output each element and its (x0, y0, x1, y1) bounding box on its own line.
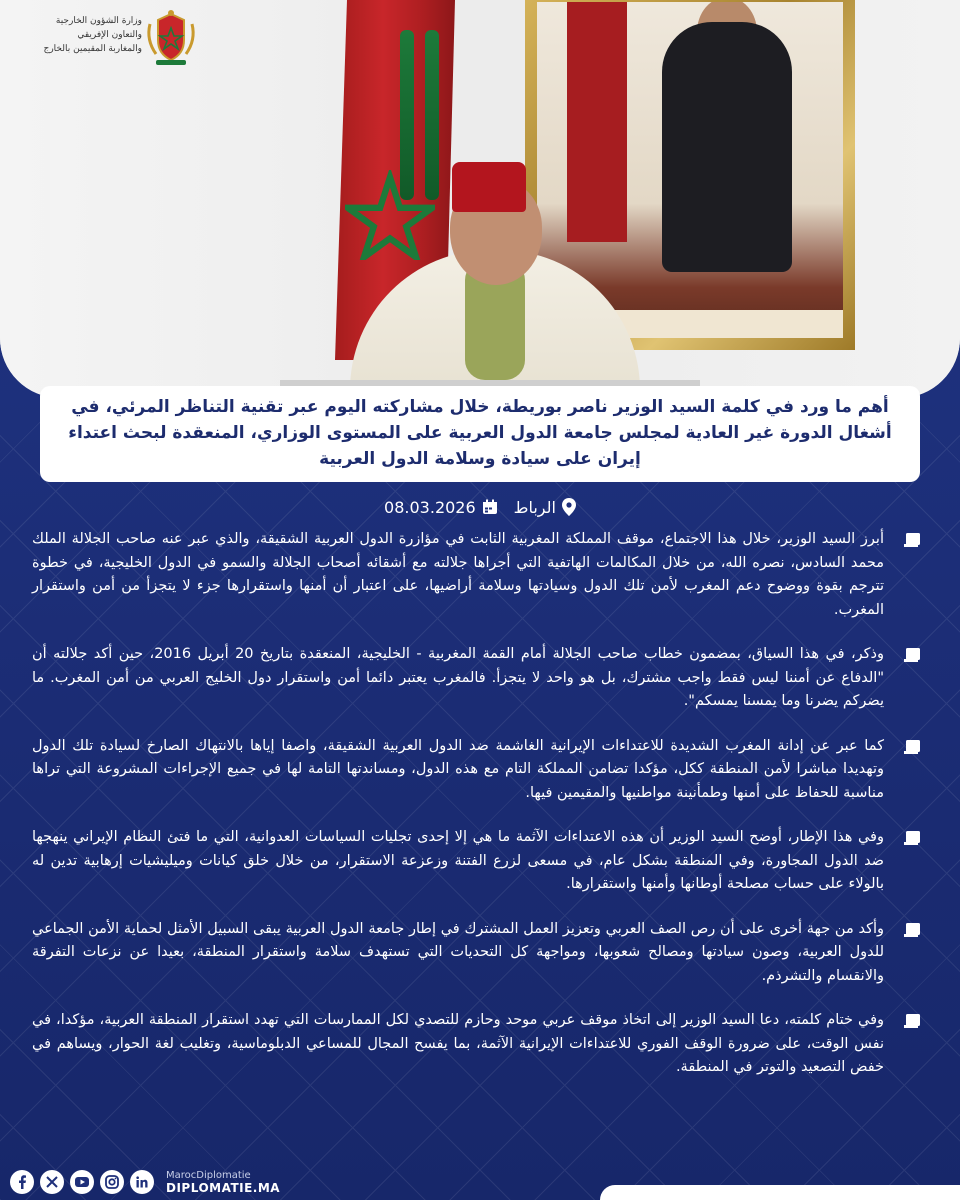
flag-tassel (425, 30, 439, 200)
square-bullet-icon (904, 647, 922, 663)
calendar-icon (482, 499, 498, 515)
ministry-name (14, 14, 142, 56)
page-title: أهم ما ورد في كلمة السيد الوزير ناصر بوريطة، خلال مشاركته اليوم عبر تقنية التناظر المرئي، في أشغال الدورة غير العادية لمجلس جامعة الدول العربية على المستوى الوزاري، المنعقدة لبحث اعتداء إيران على سيادة وسلامة الدول العربية (68, 397, 892, 469)
flag-star-icon (345, 170, 435, 260)
footer (10, 1166, 570, 1198)
paragraph-text: أبرز السيد الوزير، خلال هذا الاجتماع، موقف المملكة المغربية الثابت في مؤازرة الدول العربية الشقيقة، والذي عبر عنه صاحب الجلالة الملك محمد السادس، نصره الله، من خلال المكالمات الهاتفية التي أجراها جلالته مع أشقائه أصحاب الجلالة والسمو في الدول الخليجية، في خطوة تترجم بقوة ووضوح دعم المغرب لأمن تلك الدول وسيادتها وسلامة أراضيها، على اعتبار أن أمنها واستقرارها جزء لا يتجزأ من أمن واستقرار المغرب. (32, 531, 884, 618)
square-bullet-icon (904, 922, 922, 938)
ministry-name-line: والتعاون الإفريقي (77, 30, 142, 40)
facebook-icon[interactable] (10, 1170, 34, 1194)
date-item (384, 498, 498, 517)
article-paragraph (32, 528, 928, 622)
youtube-icon[interactable] (70, 1170, 94, 1194)
square-bullet-icon (904, 830, 922, 846)
location-text: الرباط (513, 497, 556, 517)
portrait-flag (567, 2, 627, 242)
portrait-figure (662, 22, 792, 272)
social-handle: MarocDiplomatie (166, 1170, 251, 1181)
paragraph-text: وذكر، في هذا السياق، بمضمون خطاب صاحب الجلالة أمام القمة المغربية - الخليجية، المنعقدة بتاريخ 20 أبريل 2016، حين أكد جلالته أن "الدفاع عن أمننا ليس فقط واجب مشترك، بل هو واحد لا يتجزأ. فالمغرب يعتبر دائما أمن واستقرار دول الخليج العربي من أمن المغرب. ما يضركم يضرنا وما يمسنا يمسكم". (32, 646, 884, 709)
paragraph-text: وفي ختام كلمته، دعا السيد الوزير إلى اتخاذ موقف عربي موحد وحازم للتصدي لكل الممارسات التي تهدد استقرار المنطقة العربية، مؤكدا، في نفس الوقت، على ضرورة الوقف الفوري للاعتداءات الإيرانية الآثمة، بما يفسح المجال للمساعي الدبلوماسية، وتغليب لغة الحوار، ويساهم في خفض التصعيد والتوتر في المنطقة. (32, 1012, 884, 1075)
paragraph-text: وفي هذا الإطار، أوضح السيد الوزير أن هذه الاعتداءات الآثمة ما هي إلا إحدى تجليات السياسات العدوانية، التي ما فتئ النظام الإيراني ينهجها ضد الدول المجاورة، وفي المنطقة بشكل عام، في مسعى لزرع الفتنة وزعزعة الاستقرار، من خلال خلق كيانات وميليشيات إرهابية تدين له بالولاء على حساب مصلحة أوطانها وأمنها واستقرارها. (32, 829, 884, 892)
brand (166, 1169, 280, 1195)
instagram-icon[interactable] (100, 1170, 124, 1194)
ministry-name-line: وزارة الشؤون الخارجية (55, 16, 142, 26)
article-paragraph (32, 1009, 928, 1080)
flag-tassel (400, 30, 414, 200)
footer-bar (600, 1185, 960, 1200)
ministry-name-line: والمغاربة المقيمين بالخارج (43, 44, 142, 54)
paragraph-text: وأكد من جهة أخرى على أن رص الصف العربي وتعزيز العمل المشترك في إطار جامعة الدول العربية يبقى السبيل الأمثل لحماية الأمن الجماعي للدول العربية، وصون سيادتها ومصالح شعوبها، ومواجهة كل التحديات التي تستهدف سلامة واستقرار المنطقة، بعيدا عن نزعات التفرقة والانقسام والتشرذم. (32, 920, 884, 984)
location-pin-icon (562, 498, 576, 516)
linkedin-icon[interactable] (130, 1170, 154, 1194)
header-photo (0, 0, 960, 398)
article-paragraph (32, 643, 928, 714)
square-bullet-icon (904, 739, 922, 755)
square-bullet-icon (904, 532, 922, 548)
website-link[interactable]: DIPLOMATIE.MA (166, 1181, 281, 1195)
square-bullet-icon (904, 1013, 922, 1029)
title-box (40, 386, 920, 482)
x-icon[interactable] (40, 1170, 64, 1194)
minister-fez (452, 162, 526, 212)
article-body (32, 528, 928, 1101)
article-paragraph (32, 918, 928, 989)
coat-of-arms-icon (144, 10, 198, 66)
location-item (514, 498, 576, 517)
ministry-logo (14, 10, 194, 70)
article-paragraph (32, 826, 928, 897)
article-paragraph (32, 735, 928, 806)
date-text: 08.03.2026 (384, 497, 476, 517)
paragraph-text: كما عبر عن إدانة المغرب الشديدة للاعتداءات الإيرانية الغاشمة ضد الدول العربية الشقيقة، واصفا إياها بالانتهاك الصارخ لسيادة تلك الدول وتهديدا مباشرا لأمن المنطقة ككل، مؤكدا تضامن المملكة التام مع هذه الدول، ومساندتها التامة لها في جميع الإجراءات المشروعة التي تراها مناسبة للحفاظ على أمنها وطمأنينة مواطنيها والمقيمين فيها. (32, 737, 884, 801)
meta-line (0, 494, 960, 520)
